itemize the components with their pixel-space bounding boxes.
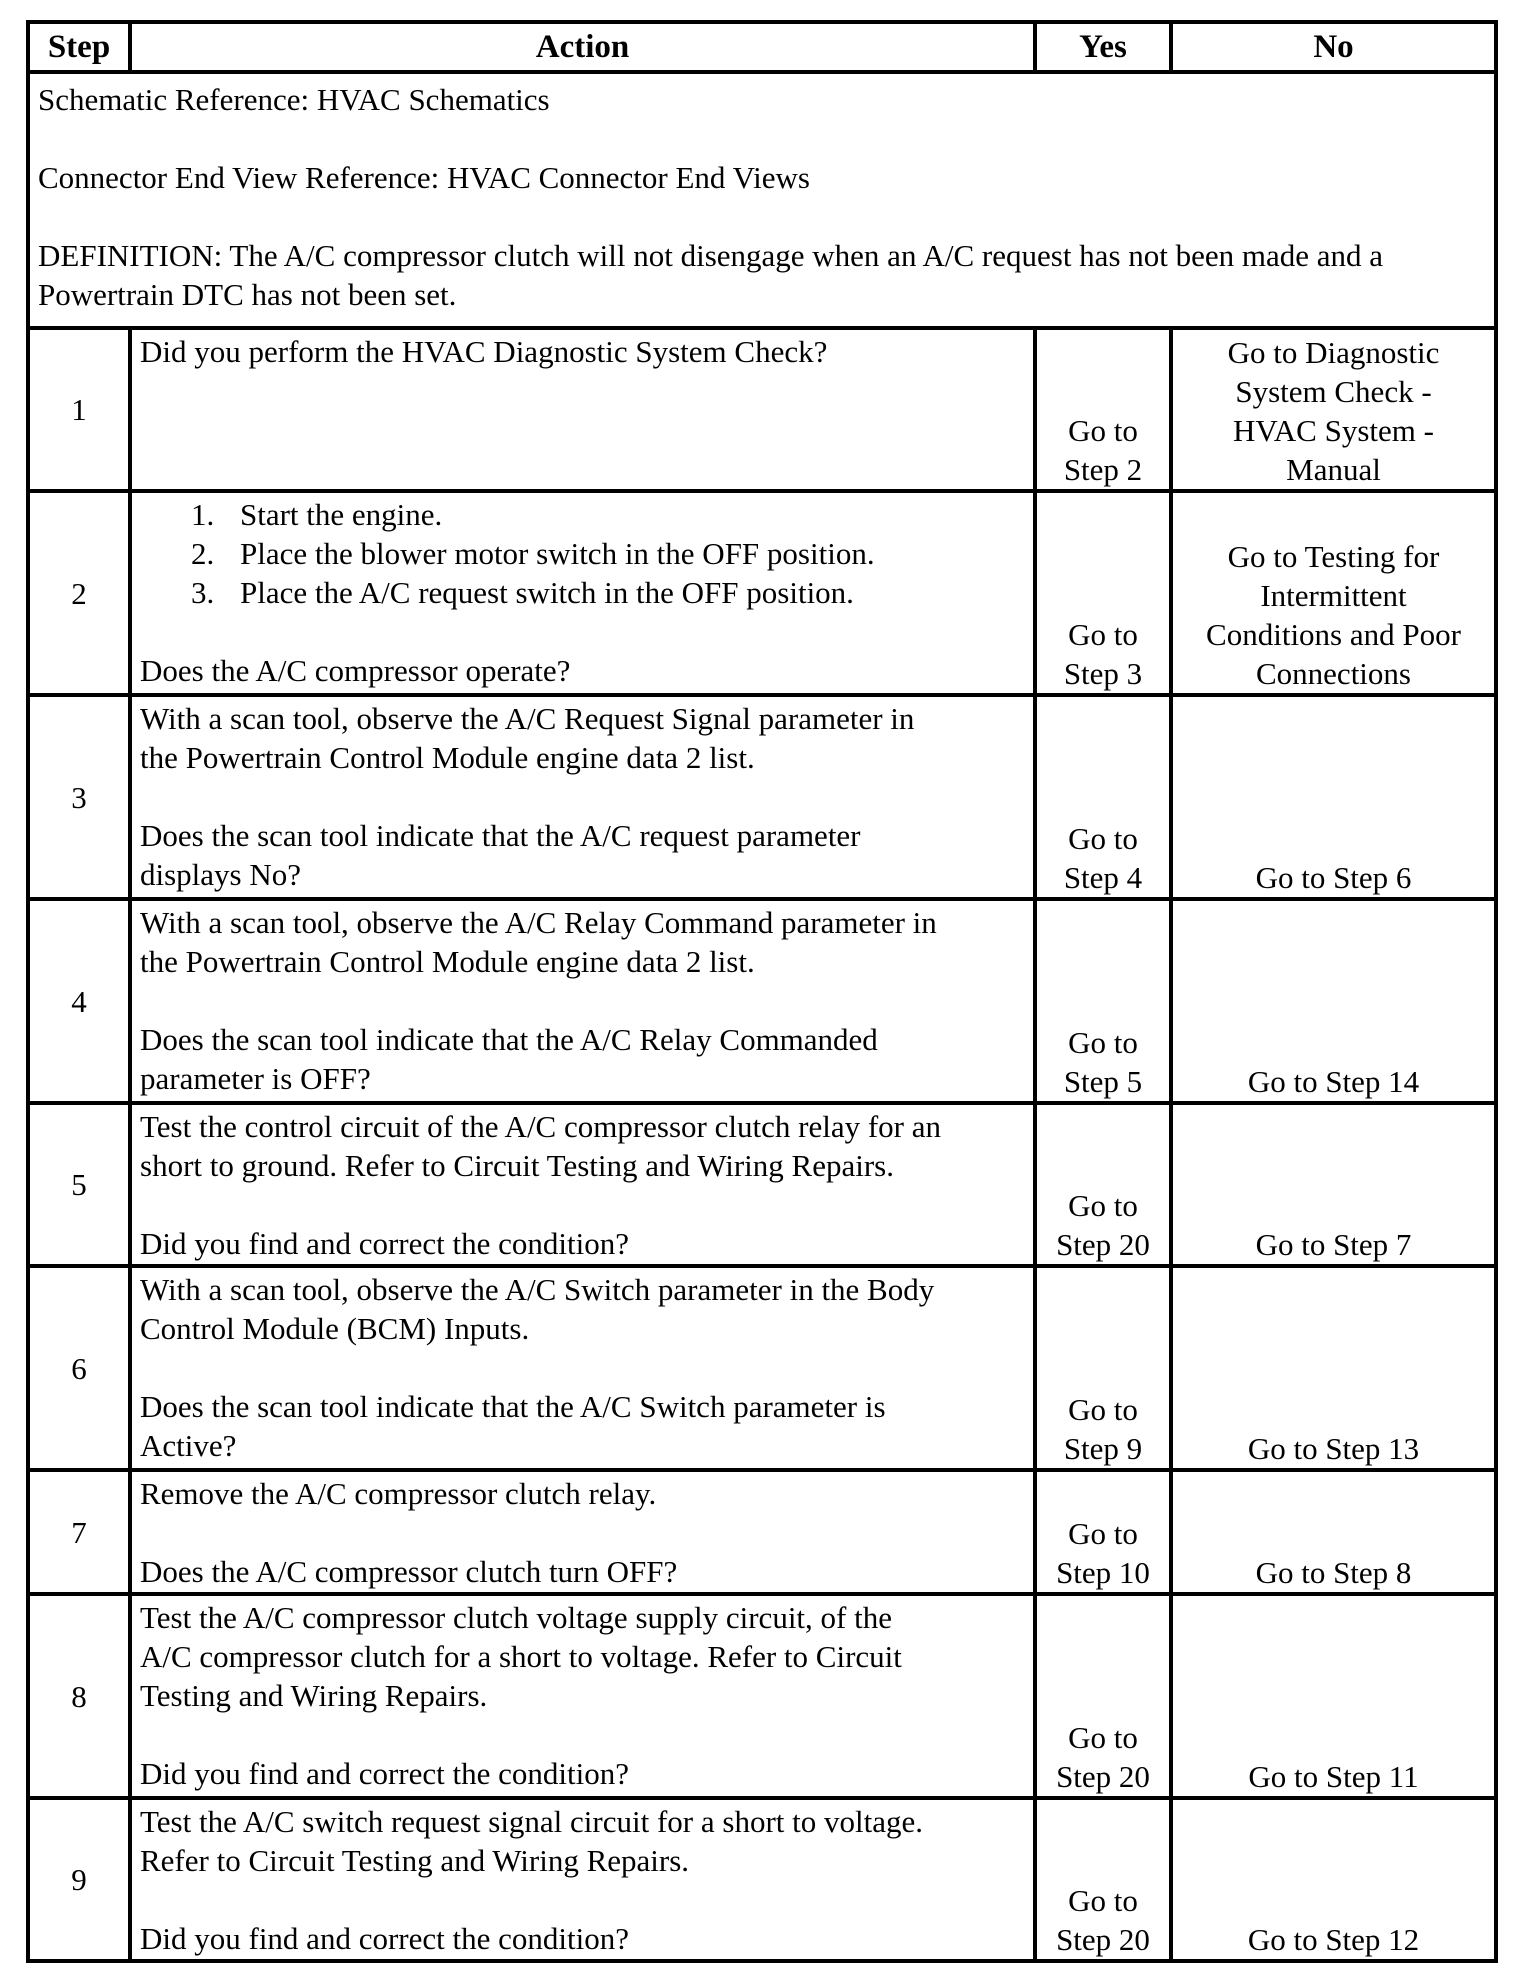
step-action	[130, 491, 1035, 695]
action-line: Test the A/C switch request signal circuit for a short to voltage.	[140, 1804, 923, 1839]
substep-item: 3. Place the A/C request switch in the OFF position.	[222, 573, 1025, 612]
step-action	[130, 1266, 1035, 1470]
step-action	[130, 695, 1035, 899]
action-line: With a scan tool, observe the A/C Relay Command parameter in	[140, 905, 937, 940]
connector-reference: Connector End View Reference: HVAC Connector End Views	[38, 160, 810, 195]
step-number: 6	[28, 1266, 130, 1470]
no-line: System Check -	[1235, 374, 1432, 409]
action-question: Active?	[140, 1428, 237, 1463]
yes-line: Step 5	[1063, 1064, 1143, 1099]
substep-item: 1. Start the engine.	[222, 495, 1025, 534]
no-line: Intermittent	[1260, 578, 1407, 613]
no-line: Connections	[1256, 656, 1411, 691]
no-line: Go to Step 7	[1255, 1227, 1412, 1262]
no-line: Go to Step 8	[1255, 1555, 1412, 1590]
action-line: short to ground. Refer to Circuit Testing and Wiring Repairs.	[140, 1148, 894, 1183]
yes-line: Go to	[1068, 413, 1138, 448]
no-cell	[1171, 1470, 1496, 1594]
yes-line: Go to	[1068, 1516, 1138, 1551]
yes-line: Step 2	[1063, 452, 1143, 487]
no-line: Go to Testing for	[1227, 539, 1440, 574]
no-cell	[1171, 695, 1496, 899]
table-row	[28, 1798, 1496, 1961]
action-question: Does the A/C compressor operate?	[140, 653, 571, 688]
action-line: With a scan tool, observe the A/C Request Signal parameter in	[140, 701, 915, 736]
substep-item: 2. Place the blower motor switch in the OFF position.	[222, 534, 1025, 573]
action-question: parameter is OFF?	[140, 1061, 371, 1096]
yes-line: Go to	[1068, 1883, 1138, 1918]
no-line: Go to Step 14	[1247, 1064, 1420, 1099]
yes-line: Step 20	[1056, 1227, 1150, 1262]
yes-line: Step 20	[1056, 1922, 1150, 1957]
action-line: Refer to Circuit Testing and Wiring Repairs.	[140, 1843, 690, 1878]
no-line: Go to Step 12	[1247, 1922, 1420, 1957]
step-number: 7	[28, 1470, 130, 1594]
no-line: Go to Step 13	[1247, 1431, 1420, 1466]
yes-line: Step 10	[1056, 1555, 1150, 1590]
table-row	[28, 1266, 1496, 1470]
yes-line: Step 20	[1056, 1759, 1150, 1794]
header-row	[28, 22, 1496, 72]
step-action	[130, 1103, 1035, 1266]
action-line: the Powertrain Control Module engine data 2 list.	[140, 944, 755, 979]
step-action	[130, 328, 1035, 491]
no-line: Go to Step 11	[1248, 1759, 1419, 1794]
no-line: HVAC System -	[1233, 413, 1434, 448]
yes-cell	[1035, 1594, 1171, 1798]
definition-text: DEFINITION: The A/C compressor clutch will not disengage when an A/C request has not been made and a Powertrain DTC has not been set.	[38, 238, 1384, 312]
no-cell	[1171, 1798, 1496, 1961]
step-number: 2	[28, 491, 130, 695]
substep-list	[140, 495, 1025, 612]
yes-line: Go to	[1068, 1392, 1138, 1427]
table-row	[28, 695, 1496, 899]
no-line: Go to Diagnostic	[1227, 335, 1440, 370]
table-row	[28, 491, 1496, 695]
step-number: 5	[28, 1103, 130, 1266]
table-row	[28, 899, 1496, 1103]
step-number: 3	[28, 695, 130, 899]
step-action	[130, 1470, 1035, 1594]
yes-cell	[1035, 1103, 1171, 1266]
header-yes: Yes	[1035, 22, 1171, 72]
no-cell	[1171, 491, 1496, 695]
action-line: Testing and Wiring Repairs.	[140, 1678, 488, 1713]
no-cell	[1171, 1266, 1496, 1470]
action-question: Did you find and correct the condition?	[140, 1756, 629, 1791]
step-action	[130, 1594, 1035, 1798]
yes-line: Go to	[1068, 821, 1138, 856]
action-line: Did you perform the HVAC Diagnostic System Check?	[140, 334, 828, 369]
no-cell	[1171, 328, 1496, 491]
no-line: Go to Step 6	[1255, 860, 1412, 895]
action-question: Does the scan tool indicate that the A/C Switch parameter is	[140, 1389, 886, 1424]
yes-cell	[1035, 491, 1171, 695]
yes-line: Step 4	[1063, 860, 1143, 895]
header-step: Step	[28, 22, 130, 72]
step-number: 8	[28, 1594, 130, 1798]
diagnostic-table	[26, 20, 1498, 1963]
step-number: 4	[28, 899, 130, 1103]
step-action	[130, 1798, 1035, 1961]
reference-row	[28, 72, 1496, 328]
action-line: Control Module (BCM) Inputs.	[140, 1311, 530, 1346]
action-question: Does the scan tool indicate that the A/C request parameter	[140, 818, 861, 853]
step-action	[130, 899, 1035, 1103]
table-row	[28, 1103, 1496, 1266]
action-line: the Powertrain Control Module engine data 2 list.	[140, 740, 755, 775]
yes-line: Go to	[1068, 617, 1138, 652]
yes-cell	[1035, 1266, 1171, 1470]
yes-line: Step 9	[1063, 1431, 1143, 1466]
table-row	[28, 1594, 1496, 1798]
action-line: Remove the A/C compressor clutch relay.	[140, 1476, 657, 1511]
step-number: 9	[28, 1798, 130, 1961]
action-line: With a scan tool, observe the A/C Switch parameter in the Body	[140, 1272, 935, 1307]
yes-line: Go to	[1068, 1188, 1138, 1223]
yes-cell	[1035, 899, 1171, 1103]
reference-cell	[28, 72, 1496, 328]
action-question: displays No?	[140, 857, 302, 892]
yes-cell	[1035, 328, 1171, 491]
no-cell	[1171, 1594, 1496, 1798]
no-cell	[1171, 1103, 1496, 1266]
table-row	[28, 1470, 1496, 1594]
yes-line: Go to	[1068, 1720, 1138, 1755]
action-line: Test the A/C compressor clutch voltage supply circuit, of the	[140, 1600, 892, 1635]
action-question: Did you find and correct the condition?	[140, 1921, 629, 1956]
yes-line: Step 3	[1063, 656, 1143, 691]
yes-line: Go to	[1068, 1025, 1138, 1060]
no-line: Conditions and Poor	[1206, 617, 1461, 652]
yes-cell	[1035, 1798, 1171, 1961]
no-cell	[1171, 899, 1496, 1103]
action-question: Does the scan tool indicate that the A/C Relay Commanded	[140, 1022, 878, 1057]
yes-cell	[1035, 1470, 1171, 1594]
schematic-reference: Schematic Reference: HVAC Schematics	[38, 82, 550, 117]
action-question: Did you find and correct the condition?	[140, 1226, 629, 1261]
action-line: Test the control circuit of the A/C compressor clutch relay for an	[140, 1109, 941, 1144]
table-row	[28, 328, 1496, 491]
action-line: A/C compressor clutch for a short to voltage. Refer to Circuit	[140, 1639, 902, 1674]
step-number: 1	[28, 328, 130, 491]
yes-cell	[1035, 695, 1171, 899]
no-line: Manual	[1286, 452, 1381, 487]
header-action: Action	[130, 22, 1035, 72]
action-question: Does the A/C compressor clutch turn OFF?	[140, 1554, 678, 1589]
header-no: No	[1171, 22, 1496, 72]
